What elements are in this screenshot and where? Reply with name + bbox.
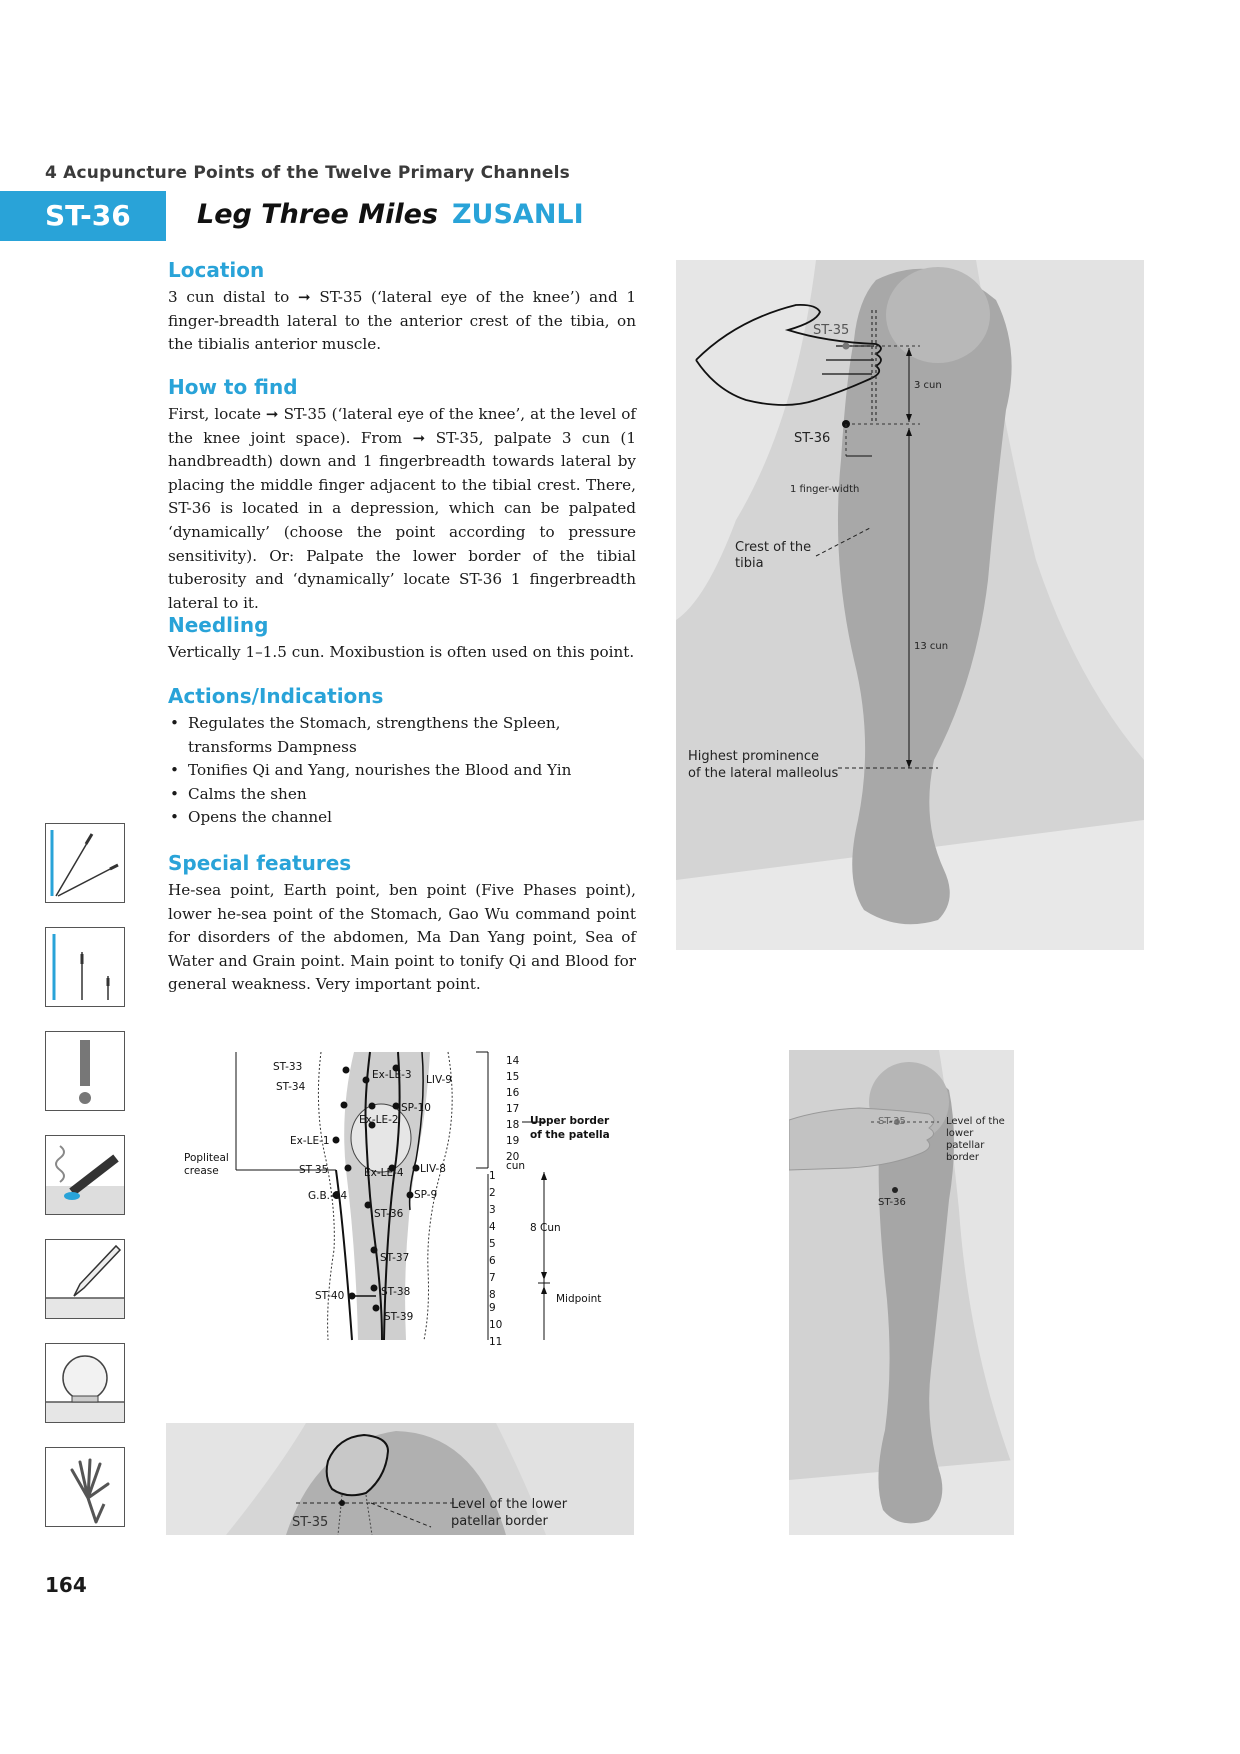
thirteen-cun-label: 13 cun (914, 641, 949, 652)
location-text: 3 cun distal to ➞ ST-35 (‘lateral eye of the knee’) and 1 finger-breadth lateral to the anterior crest of the tibia, on the tibialis anterior muscle. (168, 288, 636, 354)
scale-number: 10 (489, 1319, 503, 1331)
moxibustion-icon (45, 1135, 125, 1215)
scale-number: 17 (506, 1103, 520, 1115)
scale-number: 4 (489, 1221, 496, 1233)
scale-number: 19 (506, 1135, 520, 1147)
scale-number: 11 (489, 1336, 503, 1348)
diagram-st36-label: ST-36 (374, 1208, 404, 1220)
diagram-sp10-label: SP-10 (401, 1102, 431, 1114)
scale-number: 5 (489, 1238, 496, 1250)
point-title (197, 199, 584, 230)
scale-number: 7 (489, 1272, 496, 1284)
diagram-upper-border-line2: of the patella (530, 1129, 610, 1141)
scale-number: 3 (489, 1204, 496, 1216)
diagram-eight-cun-label: 8 Cun (530, 1222, 561, 1234)
three-cun-label: 3 cun (914, 380, 942, 391)
special-features-section (168, 851, 636, 997)
scale-number: 15 (506, 1071, 520, 1083)
scale-number: 8 (489, 1289, 496, 1301)
needle-depth-icon (45, 927, 125, 1007)
scale-number: 20 (506, 1151, 520, 1163)
actions-list (168, 712, 636, 830)
needle-angle-icon (45, 823, 125, 903)
knee-st35-label: ST-35 (292, 1515, 329, 1530)
side-level-line1: Level of the (946, 1116, 1005, 1127)
caution-icon (45, 1031, 125, 1111)
diagram-cun-label: cun (506, 1160, 526, 1172)
crest-label-line2: tibia (735, 556, 764, 571)
actions-section (168, 684, 636, 830)
press-needle-icon (45, 1239, 125, 1319)
crest-label-line1: Crest of the (735, 540, 812, 555)
diagram-popliteal-line1: Popliteal (184, 1152, 229, 1164)
location-heading: Location (168, 258, 265, 282)
diagram-st35-label: ST-35 (299, 1164, 329, 1176)
point-code-badge: ST-36 (0, 191, 166, 241)
scale-number: 2 (489, 1187, 496, 1199)
diagram-exle4-label: Ex-LE-4 (364, 1167, 404, 1179)
diagram-st39-label: ST-39 (384, 1311, 414, 1323)
scale-number: 6 (489, 1255, 496, 1267)
knee-level-line1: Level of the lower (451, 1497, 568, 1512)
point-pinyin-name: ZUSANLI (451, 199, 584, 230)
special-features-heading: Special features (168, 851, 352, 875)
leg-photo-main (676, 260, 1144, 950)
scale-number: 14 (506, 1055, 520, 1067)
location-section (168, 258, 636, 357)
malleolus-label-line2: of the lateral malleolus (688, 766, 839, 781)
main-st35-label: ST-35 (813, 323, 850, 338)
knee-level-line2: patellar border (451, 1514, 548, 1529)
main-st36-label: ST-36 (794, 431, 831, 446)
side-level-line2: lower (946, 1128, 974, 1139)
hand-skeleton-icon (45, 1447, 125, 1527)
chapter-heading: 4 Acupuncture Points of the Twelve Primary Channels (45, 163, 570, 183)
actions-heading: Actions/Indications (168, 684, 384, 708)
diagram-st33-label: ST-33 (273, 1061, 303, 1073)
side-st36-label: ST-36 (878, 1197, 906, 1208)
diagram-exle1-label: Ex-LE-1 (290, 1135, 330, 1147)
diagram-gb34-label: G.B.-34 (308, 1190, 348, 1202)
page-number: 164 (45, 1573, 87, 1597)
diagram-exle2-label: Ex-LE-2 (359, 1114, 399, 1126)
scale-number: 1 (489, 1170, 496, 1182)
special-features-text: He-sea point, Earth point, ben point (Five Phases point), lower he-sea point of the Stomach, Gao Wu command point for disorders of the abdomen, Ma Dan Yang point, Sea of Water and Grain point. Main point to tonify Qi and Blood for general weakness. Very important point. (168, 881, 636, 994)
scale-number: 9 (489, 1302, 496, 1314)
needling-heading: Needling (168, 613, 269, 637)
diagram-st34-label: ST-34 (276, 1081, 306, 1093)
actions-item: • Calms the shen (168, 783, 636, 807)
diagram-st38-label: ST-38 (381, 1286, 411, 1298)
diagram-sp9-label: SP-9 (414, 1189, 438, 1201)
side-level-line3: patellar (946, 1140, 985, 1151)
how-to-find-heading: How to find (168, 375, 298, 399)
scale-number: 18 (506, 1119, 520, 1131)
actions-item: • Opens the channel (168, 806, 636, 830)
scale-number: 16 (506, 1087, 520, 1099)
malleolus-label-line1: Highest prominence (688, 749, 820, 764)
side-st35-label: ST-35 (878, 1116, 906, 1127)
needling-section (168, 613, 636, 665)
side-level-line4: border (946, 1152, 980, 1163)
diagram-liv9-label: LIV-9 (426, 1074, 452, 1086)
diagram-st37-label: ST-37 (380, 1252, 410, 1264)
needling-text: Vertically 1–1.5 cun. Moxibustion is often used on this point. (168, 643, 635, 661)
how-to-find-section (168, 375, 636, 615)
point-english-name: Leg Three Miles (197, 199, 438, 230)
diagram-liv8-label: LIV-8 (420, 1163, 446, 1175)
diagram-st40-label: ST-40 (315, 1290, 345, 1302)
channel-diagram (176, 1050, 610, 1350)
actions-item: • Tonifies Qi and Yang, nourishes the Blood and Yin (168, 759, 636, 783)
how-to-find-text: First, locate ➞ ST-35 (‘lateral eye of the knee’, at the level of the knee joint space). From ➞ ST-35, palpate 3 cun (1 handbreadth) down and 1 fingerbreadth towards lateral by placing the middle finger adjacent to the tibial crest. There, ST-36 is located in a depression, which can be palpated ‘dynamically’ (choose the point according to pressure sensitivity). Or: Palpate the lower border of the tibial tuberosity and ‘dynamically’ locate ST-36 1 fingerbreadth lateral to it. (168, 405, 636, 612)
finger-width-label: 1 finger-width (790, 484, 860, 495)
knee-photo (166, 1423, 634, 1535)
diagram-midpoint-label: Midpoint (556, 1293, 602, 1305)
diagram-popliteal-line2: crease (184, 1165, 219, 1177)
diagram-exle3-label: Ex-LE-3 (372, 1069, 412, 1081)
cupping-icon (45, 1343, 125, 1423)
actions-item: • Regulates the Stomach, strengthens the Spleen, transforms Dampness (168, 712, 636, 759)
diagram-upper-border-line1: Upper border (530, 1115, 610, 1127)
leg-photo-side (789, 1050, 1014, 1535)
